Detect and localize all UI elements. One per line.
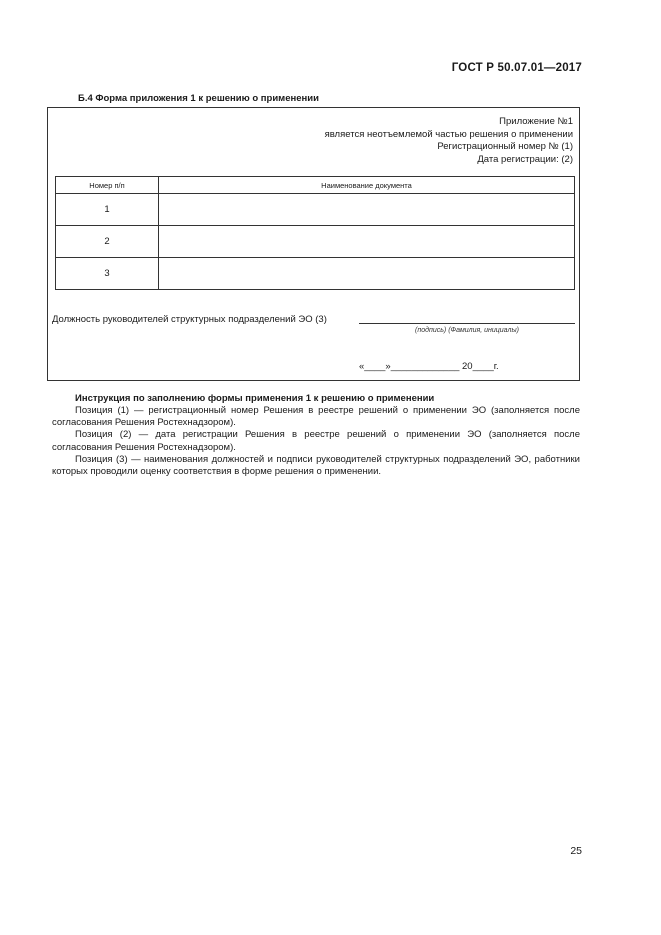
instructions-body [52, 405, 580, 478]
document-name-cell [159, 258, 575, 290]
row-number-cell: 2 [56, 226, 159, 258]
row-number-cell: 3 [56, 258, 159, 290]
appendix-title: Приложение №1 [499, 116, 573, 127]
table-row [56, 194, 575, 226]
instruction-item: Позиция (3) — наименования должностей и подписи руководителей структурных подразделений ЭО, работники которых проводили оценку соответствия в форме решения о применении. [52, 453, 580, 478]
document-name-cell [159, 226, 575, 258]
signature-line [359, 323, 575, 324]
row-number-cell: 1 [56, 194, 159, 226]
column-header-number: Номер п/п [56, 177, 159, 194]
instruction-item: Позиция (1) — регистрационный номер Решения в реестре решений о применении ЭО (заполняется после согласования Решения Ростехнадзором). [52, 405, 580, 429]
position-label: Должность руководителей структурных подразделений ЭО (3) [52, 314, 327, 325]
documents-table [55, 176, 575, 290]
table-row [56, 258, 575, 290]
instruction-item: Позиция (2) — дата регистрации Решения в реестре решений о применении ЭО (заполняется после согласования Решения Ростехнадзором). [52, 429, 580, 453]
appendix-note: является неотъемлемой частью решения о применении [324, 128, 573, 140]
document-name-cell [159, 194, 575, 226]
date-line: «____»_____________ 20____г. [359, 361, 499, 372]
registration-number: Регистрационный номер № (1) [437, 141, 573, 153]
column-header-document: Наименование документа [159, 177, 575, 194]
standard-number: ГОСТ Р 50.07.01—2017 [451, 62, 582, 74]
page-number: 25 [570, 845, 582, 857]
table-header-row [56, 177, 575, 194]
appendix-block [325, 116, 573, 166]
registration-date: Дата регистрации: (2) [477, 153, 573, 165]
instructions-title: Инструкция по заполнению формы применения 1 к решению о применении [75, 393, 435, 404]
signature-caption: (подпись) (Фамилия, инициалы) [415, 327, 519, 334]
section-title: Б.4 Форма приложения 1 к решению о применении [78, 93, 319, 104]
table-row [56, 226, 575, 258]
